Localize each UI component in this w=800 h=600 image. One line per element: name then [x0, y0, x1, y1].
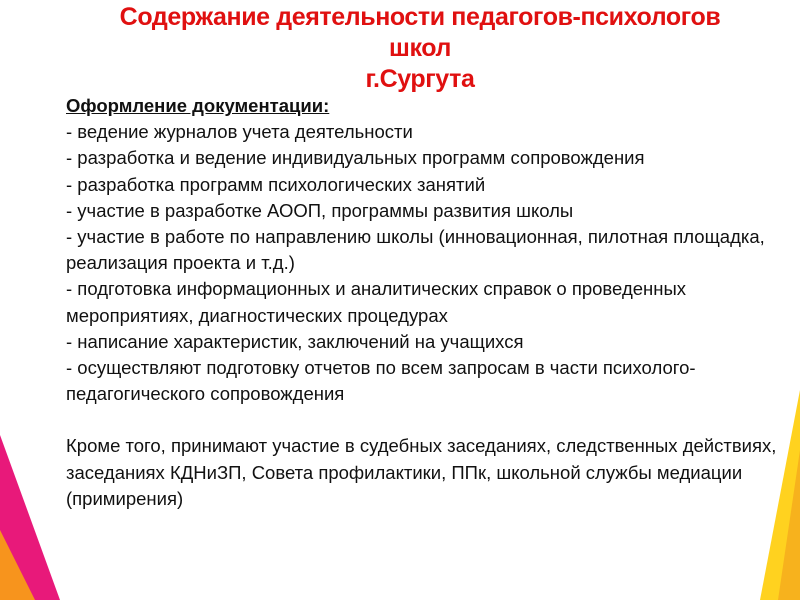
duties-list: [66, 119, 781, 407]
corner-decoration-left: [0, 435, 60, 600]
list-item: - разработка программ психологических занятий: [66, 173, 486, 195]
page-title: [90, 2, 750, 95]
list-item: - разработка и ведение индивидуальных программ сопровождения: [66, 147, 645, 169]
title-line-1: Содержание деятельности педагогов-психологов школ: [119, 3, 721, 62]
list-item: - ведение журналов учета деятельности: [66, 121, 413, 143]
list-item: - написание характеристик, заключений на учащихся: [66, 330, 524, 352]
list-item: - участие в работе по направлению школы (инновационная, пилотная площадка, реализация проекта и т.д.): [66, 226, 765, 274]
closing-paragraph: Кроме того, принимают участие в судебных заседаниях, следственных действиях, заседаниях КДНиЗП, Совета профилактики, ППк, школьной службы медиации (примирения): [66, 435, 777, 509]
slide-content: [66, 93, 781, 512]
list-item: - участие в разработке АООП, программы развития школы: [66, 199, 574, 221]
list-item: - осуществляют подготовку отчетов по всем запросам в части психолого-педагогического сопровождения: [66, 357, 696, 405]
corner-decoration-right: [760, 390, 800, 600]
title-line-2: г.Сургута: [365, 65, 475, 93]
list-item: - подготовка информационных и аналитических справок о проведенных мероприятиях, диагностических процедурах: [66, 278, 687, 326]
paragraph-spacer: [66, 407, 781, 433]
section-heading: Оформление документации:: [66, 95, 330, 116]
